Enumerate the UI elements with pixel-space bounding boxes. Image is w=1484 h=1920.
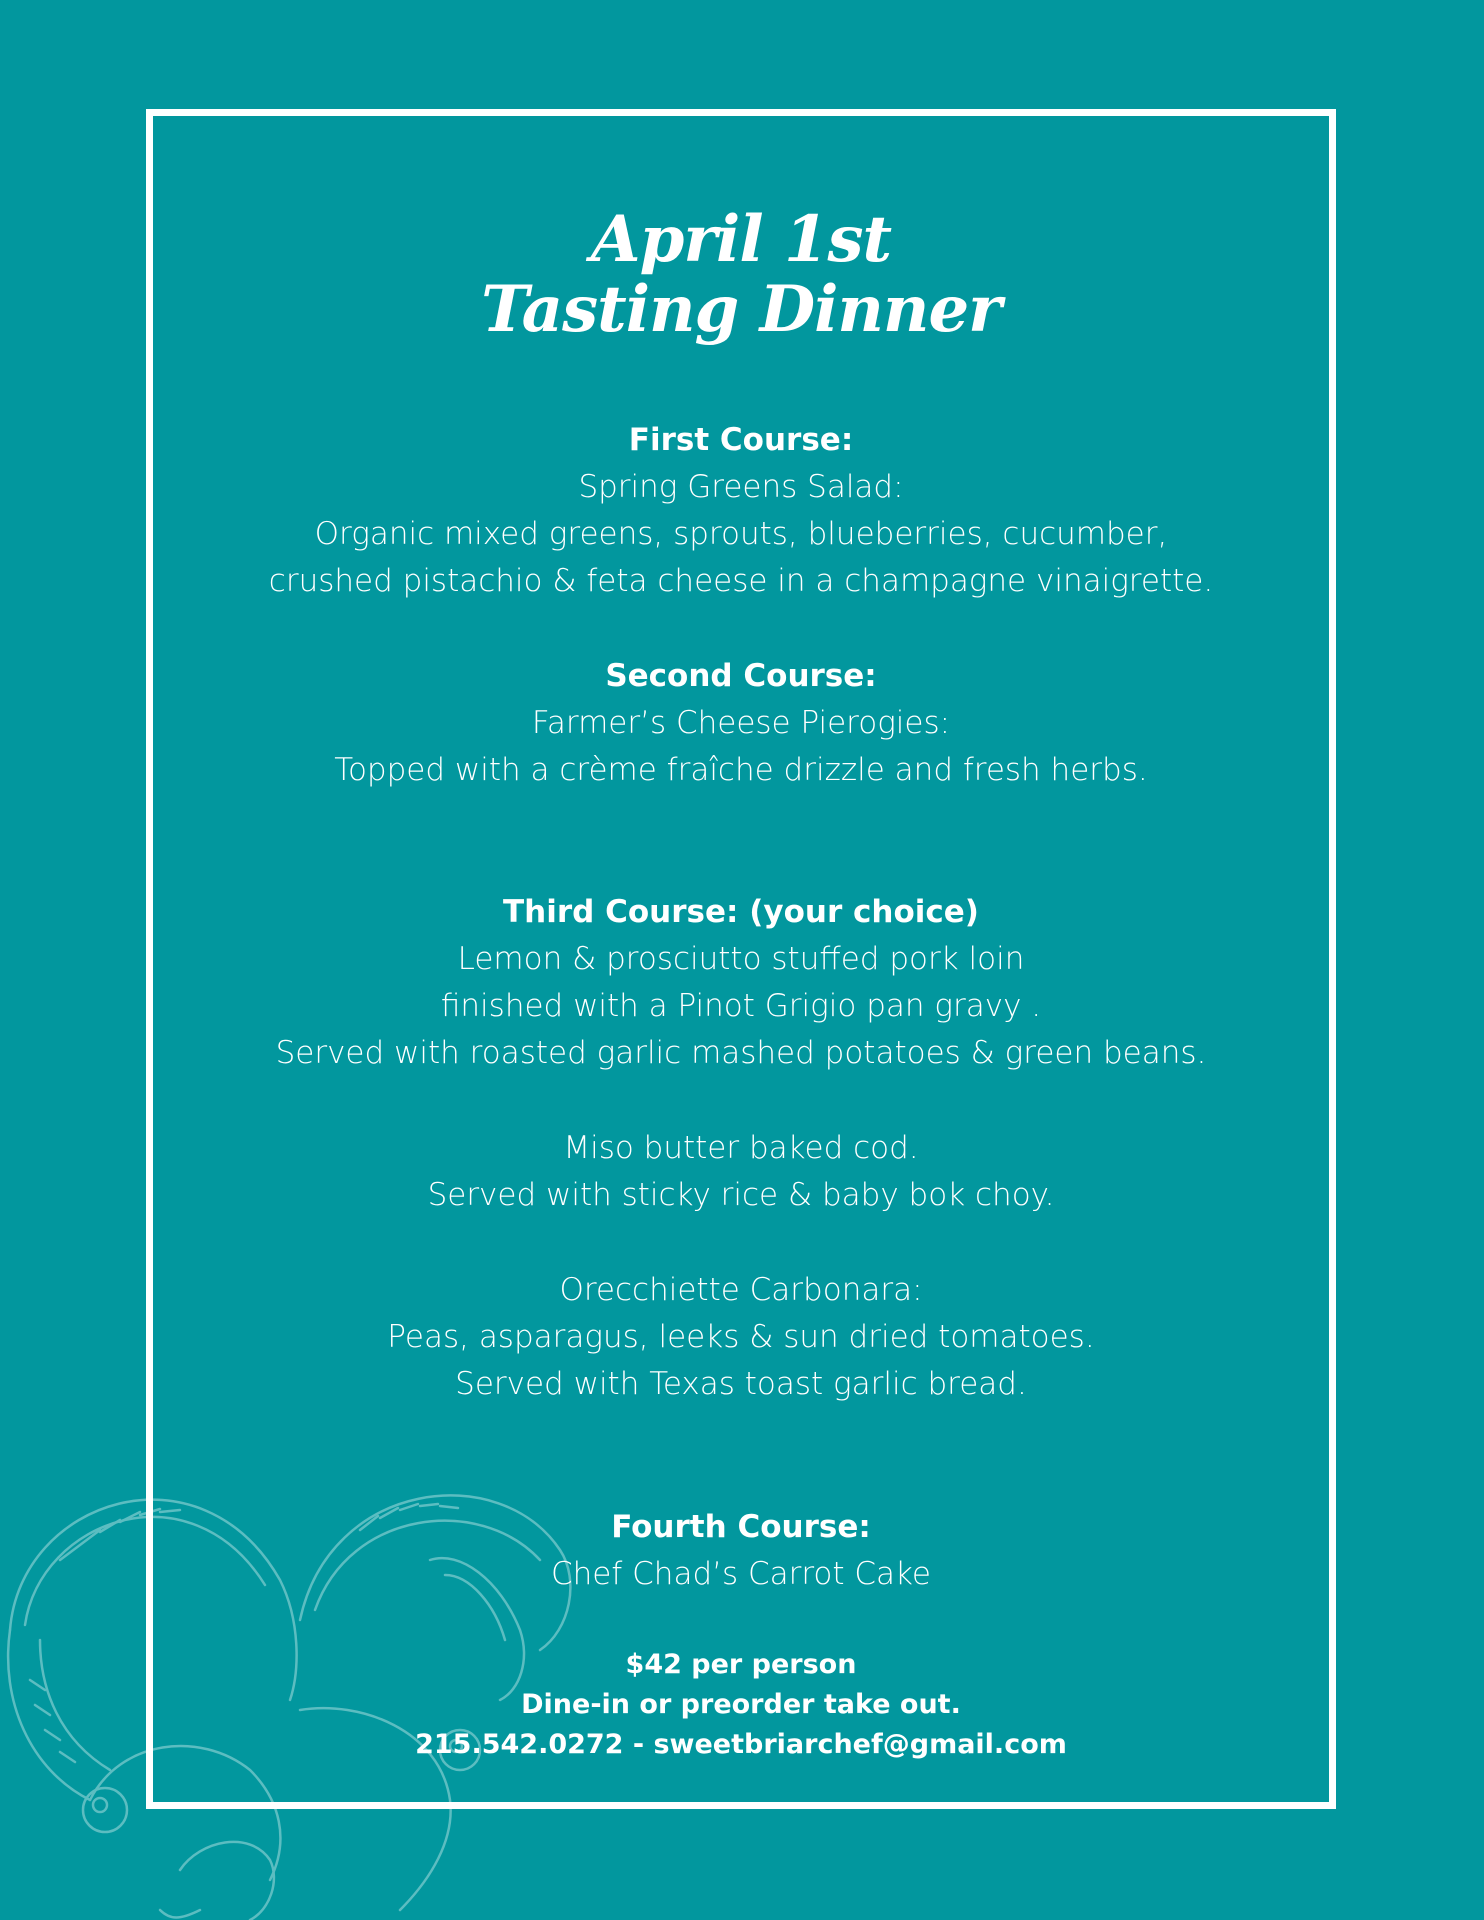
course-item-name: Farmer’s Cheese Pierogies: [531,705,951,741]
course-item-description: crushed pistachio & feta cheese in a champagne vinaigrette. [268,563,1214,599]
course-item-description: Peas, asparagus, leeks & sun dried tomatoes. [387,1319,1095,1355]
course-item-description: finished with a Pinot Grigio pan gravy . [440,988,1042,1024]
menu-title-event: Tasting Dinner [481,272,1001,347]
course-item-description: Served with sticky rice & baby bok choy. [427,1177,1055,1213]
course-item-name: Orecchiette Carbonara: [559,1272,923,1308]
course-item-name: Miso butter baked cod. [563,1130,919,1166]
service-text: Dine-in or preorder take out. [521,1689,961,1720]
course-heading-second: Second Course: [605,658,877,694]
course-item-name: Spring Greens Salad: [578,469,904,505]
course-item-name: Chef Chad’s Carrot Cake [551,1556,931,1592]
contact-text: 215.542.0272 - sweetbriarchef@gmail.com [415,1729,1067,1760]
course-item-description: Topped with a crème fraîche drizzle and fresh herbs. [334,752,1148,788]
course-heading-fourth: Fourth Course: [611,1509,871,1545]
course-item-description: Organic mixed greens, sprouts, blueberries, cucumber, [314,516,1168,552]
course-item-name: Lemon & prosciutto stuffed pork loin [457,941,1025,977]
course-item-description: Served with Texas toast garlic bread. [455,1366,1027,1402]
menu-title-date: April 1st [590,202,892,277]
course-item-description: Served with roasted garlic mashed potatoes & green beans. [275,1035,1207,1071]
course-heading-third: Third Course: (your choice) [503,894,979,930]
price-text: $42 per person [625,1649,857,1680]
course-heading-first: First Course: [628,422,854,458]
